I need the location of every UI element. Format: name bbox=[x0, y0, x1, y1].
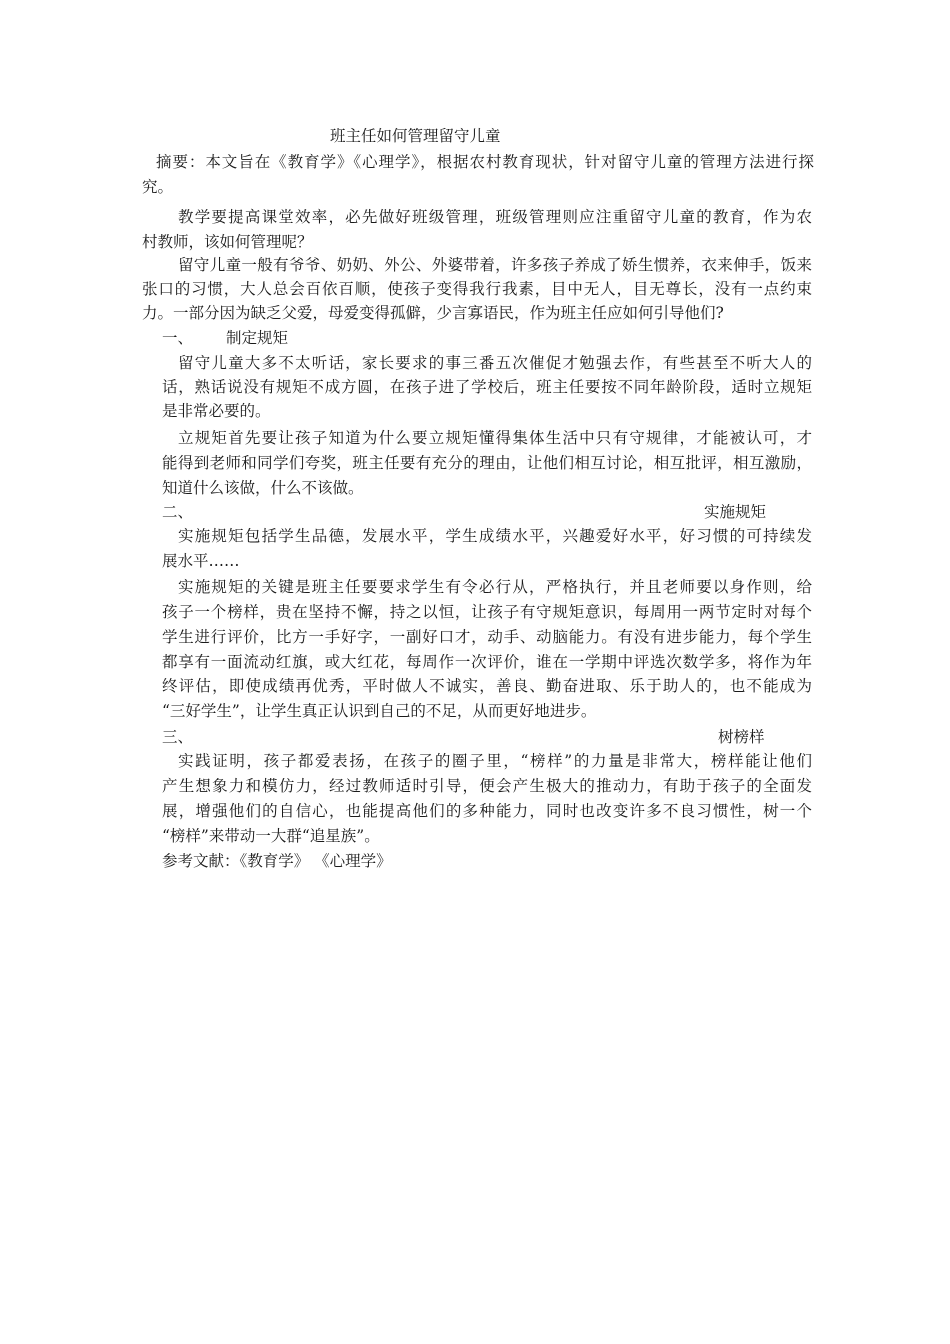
section1-number: 一、 bbox=[162, 329, 194, 347]
section3-number: 三、 bbox=[162, 728, 194, 746]
section1-para1-line-1: 留守儿童大多不太听话，家长要求的事三番五次催促才勉强去作，有些甚至不听大人的 bbox=[178, 354, 812, 372]
background-line-1: 留守儿童一般有爷爷、奶奶、外公、外婆带着，许多孩子养成了娇生惯养，衣来伸手，饭来 bbox=[178, 256, 812, 274]
section3-para1-line-4: “榜样”来带动一大群“追星族”。 bbox=[162, 827, 380, 845]
section2-para2-line-4: 都享有一面流动红旗，或大红花，每周作一次评价，谁在一学期中评选次数学多，将作为年 bbox=[162, 653, 812, 671]
intro-line-2: 村教师，该如何管理呢？ bbox=[142, 233, 313, 251]
section1-para2-line-3: 知道什么该做，什么不该做。 bbox=[162, 479, 364, 497]
document-title: 班主任如何管理留守儿童 bbox=[330, 127, 501, 145]
section2-para2-line-2: 孩子一个榜样，贵在坚持不懈，持之以恒，让孩子有守规矩意识，每周用一两节定时对每个 bbox=[162, 603, 812, 621]
intro-line-1: 教学要提高课堂效率，必先做好班级管理，班级管理则应注重留守儿童的教育，作为农 bbox=[178, 208, 812, 226]
section1-para1-line-3: 是非常必要的。 bbox=[162, 402, 271, 420]
background-line-2: 张口的习惯，大人总会百依百顺，使孩子变得我行我素，目中无人，目无尊长，没有一点约束 bbox=[142, 280, 812, 298]
section2-number: 二、 bbox=[162, 503, 194, 521]
section1-heading: 制定规矩 bbox=[226, 329, 289, 347]
section2-heading: 实施规矩 bbox=[704, 503, 767, 521]
section2-para2-line-3: 学生进行评价，比方一手好字，一副好口才，动手、动脑能力。有没有进步能力，每个学生 bbox=[162, 628, 812, 646]
section2-para2-line-5: 终评估，即使成绩再优秀，平时做人不诚实，善良、勤奋进取、乐于助人的，也不能成为 bbox=[162, 677, 812, 695]
abstract-line-1: 摘要：本文旨在《教育学》《心理学》，根据农村教育现状，针对留守儿童的管理方法进行探 bbox=[156, 153, 814, 171]
section3-para1-line-1: 实践证明，孩子都爱表扬，在孩子的圈子里，“榜样”的力量是非常大，榜样能让他们 bbox=[178, 752, 812, 770]
section1-para2-line-2: 能得到老师和同学们夸奖，班主任要有充分的理由，让他们相互讨论，相互批评，相互激励， bbox=[162, 454, 812, 472]
section2-para1-line-1: 实施规矩包括学生品德，发展水平，学生成绩水平，兴趣爱好水平，好习惯的可持续发 bbox=[178, 527, 812, 545]
section2-para2-line-1: 实施规矩的关键是班主任要要求学生有令必行从，严格执行，并且老师要以身作则，给 bbox=[178, 578, 812, 596]
section1-para1-line-2: 话，熟话说没有规矩不成方圆，在孩子进了学校后，班主任要按不同年龄阶段，适时立规矩 bbox=[162, 378, 812, 396]
references: 参考文献：《教育学》 《心理学》 bbox=[162, 852, 392, 870]
section3-para1-line-2: 产生想象力和模仿力，经过教师适时引导，便会产生极大的推动力，有助于孩子的全面发 bbox=[162, 777, 812, 795]
section1-para2-line-1: 立规矩首先要让孩子知道为什么要立规矩懂得集体生活中只有守规律，才能被认可，才 bbox=[178, 429, 812, 447]
abstract-line-2: 究。 bbox=[142, 178, 174, 196]
section3-para1-line-3: 展，增强他们的自信心，也能提高他们的多种能力，同时也改变许多不良习惯性，树一个 bbox=[162, 802, 812, 820]
section2-para2-line-6: “三好学生”，让学生真正认识到自己的不足，从而更好地进步。 bbox=[162, 702, 597, 720]
section2-para1-line-2: 展水平…… bbox=[162, 552, 240, 570]
background-line-3: 力。一部分因为缺乏父爱，母爱变得孤僻，少言寡语民，作为班主任应如何引导他们? bbox=[142, 304, 724, 322]
section3-heading: 树榜样 bbox=[718, 728, 765, 746]
